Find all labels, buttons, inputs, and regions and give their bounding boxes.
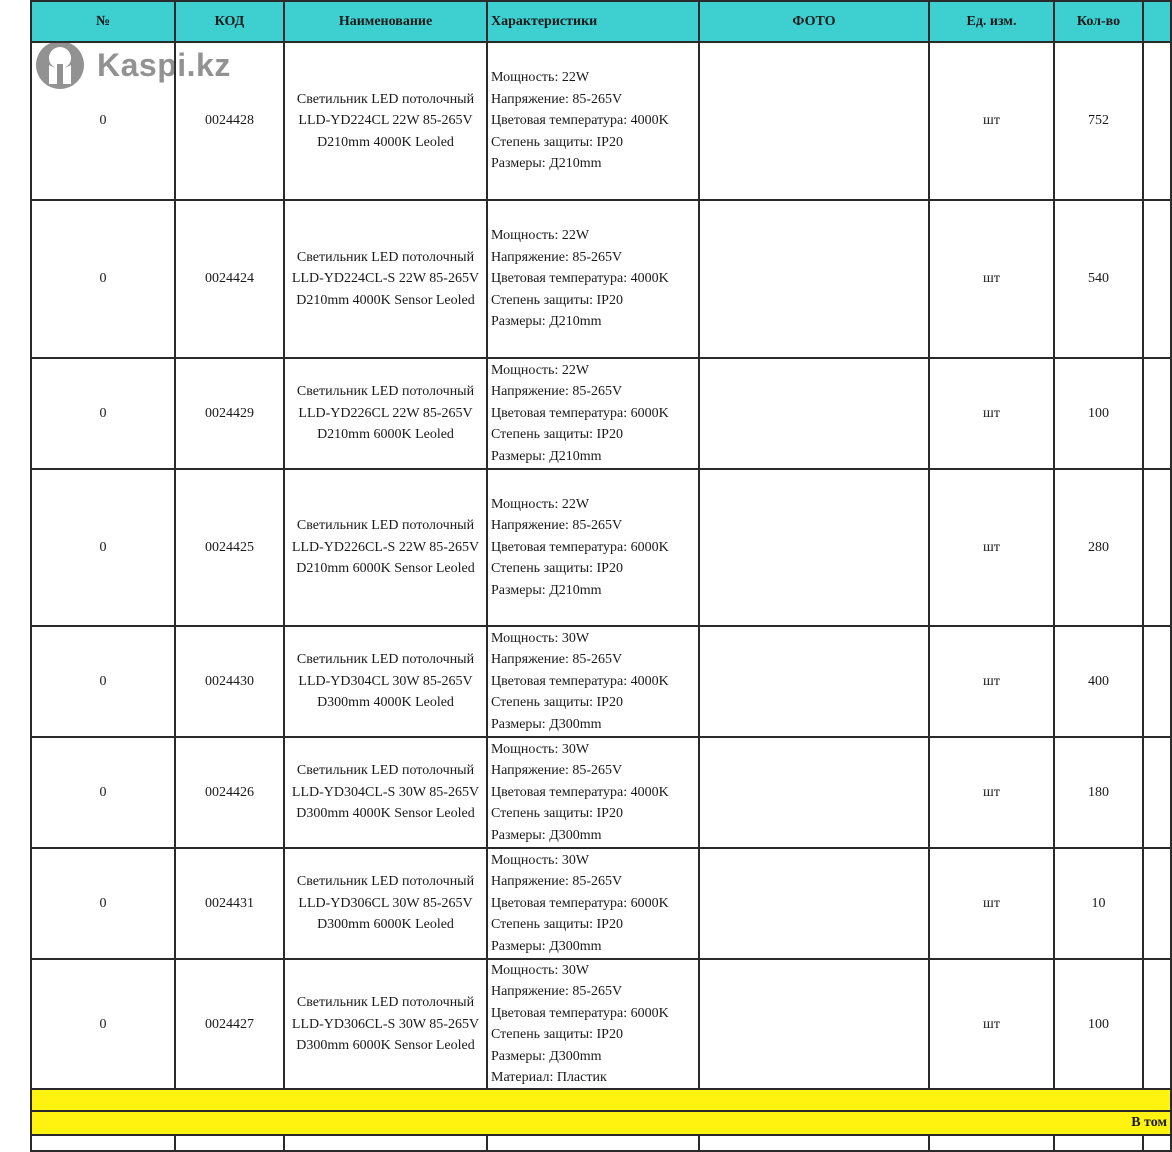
spec-line: Напряжение: 85-265V: [491, 384, 623, 400]
spec-line: Размеры: Д300mm: [491, 1048, 602, 1064]
row-number: 0: [31, 200, 175, 358]
spec-line: Цветовая температура: 4000K: [491, 113, 669, 129]
product-specs: [487, 42, 699, 200]
header-name: Наименование: [284, 1, 487, 42]
product-name: Светильник LED потолочный LLD-YD224CL 22W 85-265V D210mm 4000K Leoled: [284, 42, 487, 200]
row-number: 0: [31, 737, 175, 848]
product-photo: [699, 959, 929, 1089]
spec-line: Степень защиты: IP20: [491, 806, 623, 822]
spec-line: Степень защиты: IP20: [491, 695, 623, 711]
table-row: [31, 959, 1171, 1089]
row-number: 0: [31, 42, 175, 200]
spec-line: Степень защиты: IP20: [491, 561, 623, 577]
product-code: 0024430: [175, 626, 284, 737]
extra-column: [1143, 626, 1171, 737]
table-row: [31, 200, 1171, 358]
spec-line: Мощность: 30W: [491, 852, 590, 868]
empty-row: [31, 1135, 1171, 1151]
quantity: 280: [1054, 469, 1143, 626]
spec-line: Степень защиты: IP20: [491, 134, 623, 150]
table-row: [31, 737, 1171, 848]
subtotal-row: [31, 1111, 1171, 1134]
extra-column: [1143, 959, 1171, 1089]
extra-column: [1143, 358, 1171, 469]
extra-column: [1143, 200, 1171, 358]
row-number: 0: [31, 848, 175, 959]
spec-line: Размеры: Д210mm: [491, 448, 602, 464]
product-code: 0024426: [175, 737, 284, 848]
spec-line: Напряжение: 85-265V: [491, 91, 623, 107]
header-row: [31, 1, 1171, 42]
empty-cell: [699, 1135, 929, 1151]
extra-column: [1143, 469, 1171, 626]
product-specs: [487, 959, 699, 1089]
extra-column: [1143, 42, 1171, 200]
table-row: [31, 626, 1171, 737]
product-specs: [487, 200, 699, 358]
header-specs: Характеристики: [487, 1, 699, 42]
spec-line: Материал: Пластик: [491, 1070, 607, 1086]
spec-line: Степень защиты: IP20: [491, 292, 623, 308]
product-specs: [487, 848, 699, 959]
unit-of-measure: шт: [929, 626, 1054, 737]
row-number: 0: [31, 959, 175, 1089]
table-row: [31, 358, 1171, 469]
empty-cell: [929, 1135, 1054, 1151]
spec-line: Степень защиты: IP20: [491, 427, 623, 443]
header-num: №: [31, 1, 175, 42]
row-number: 0: [31, 469, 175, 626]
header-code: КОД: [175, 1, 284, 42]
product-photo: [699, 200, 929, 358]
quantity: 400: [1054, 626, 1143, 737]
row-number: 0: [31, 358, 175, 469]
product-code: 0024425: [175, 469, 284, 626]
quantity: 540: [1054, 200, 1143, 358]
empty-cell: [1143, 1135, 1171, 1151]
spec-line: Цветовая температура: 6000K: [491, 539, 669, 555]
watermark-text: Kaspi.kz: [97, 46, 231, 83]
quantity: 180: [1054, 737, 1143, 848]
quantity: 10: [1054, 848, 1143, 959]
subtotal-label: В том: [31, 1111, 1171, 1134]
unit-of-measure: шт: [929, 469, 1054, 626]
spec-line: Размеры: Д300mm: [491, 827, 602, 843]
product-name: Светильник LED потолочный LLD-YD226CL-S 22W 85-265V D210mm 6000K Sensor Leoled: [284, 469, 487, 626]
spec-line: Мощность: 30W: [491, 741, 590, 757]
product-photo: [699, 469, 929, 626]
product-name: Светильник LED потолочный LLD-YD304CL-S 30W 85-265V D300mm 4000K Sensor Leoled: [284, 737, 487, 848]
product-code: 0024424: [175, 200, 284, 358]
extra-column: [1143, 848, 1171, 959]
spec-line: Цветовая температура: 6000K: [491, 405, 669, 421]
extra-column: [1143, 737, 1171, 848]
spec-line: Размеры: Д210mm: [491, 156, 602, 172]
table-row: [31, 848, 1171, 959]
product-photo: [699, 848, 929, 959]
total-row: [31, 1089, 1171, 1111]
product-photo: [699, 737, 929, 848]
spec-line: Размеры: Д300mm: [491, 938, 602, 954]
product-name: Светильник LED потолочный LLD-YD304CL 30W 85-265V D300mm 4000K Leoled: [284, 626, 487, 737]
unit-of-measure: шт: [929, 358, 1054, 469]
spec-line: Цветовая температура: 6000K: [491, 895, 669, 911]
empty-cell: [487, 1135, 699, 1151]
unit-of-measure: шт: [929, 959, 1054, 1089]
unit-of-measure: шт: [929, 737, 1054, 848]
product-name: Светильник LED потолочный LLD-YD306CL-S 30W 85-265V D300mm 6000K Sensor Leoled: [284, 959, 487, 1089]
empty-cell: [31, 1135, 175, 1151]
empty-cell: [284, 1135, 487, 1151]
product-photo: [699, 626, 929, 737]
unit-of-measure: шт: [929, 42, 1054, 200]
spec-line: Мощность: 22W: [491, 228, 590, 244]
table-row: [31, 469, 1171, 626]
spec-line: Цветовая температура: 4000K: [491, 673, 669, 689]
header-qty: Кол-во: [1054, 1, 1143, 42]
product-specs: [487, 469, 699, 626]
header-extra: [1143, 1, 1171, 42]
table-row: [31, 42, 1171, 200]
product-specs: [487, 358, 699, 469]
spec-line: Напряжение: 85-265V: [491, 874, 623, 890]
spec-line: Напряжение: 85-265V: [491, 984, 623, 1000]
product-code: 0024429: [175, 358, 284, 469]
spec-line: Размеры: Д210mm: [491, 582, 602, 598]
empty-cell: [1054, 1135, 1143, 1151]
product-specs: [487, 737, 699, 848]
spec-line: Напряжение: 85-265V: [491, 249, 623, 265]
spec-line: Цветовая температура: 4000K: [491, 784, 669, 800]
spec-line: Мощность: 22W: [491, 362, 590, 378]
quantity: 100: [1054, 358, 1143, 469]
spec-line: Мощность: 22W: [491, 496, 590, 512]
product-code: 0024431: [175, 848, 284, 959]
spec-line: Напряжение: 85-265V: [491, 763, 623, 779]
header-photo: ФОТО: [699, 1, 929, 42]
unit-of-measure: шт: [929, 848, 1054, 959]
spec-line: Цветовая температура: 6000K: [491, 1005, 669, 1021]
spec-line: Напряжение: 85-265V: [491, 518, 623, 534]
product-name: Светильник LED потолочный LLD-YD306CL 30W 85-265V D300mm 6000K Leoled: [284, 848, 487, 959]
spec-line: Мощность: 30W: [491, 963, 590, 978]
product-photo: [699, 358, 929, 469]
empty-cell: [175, 1135, 284, 1151]
product-code: 0024427: [175, 959, 284, 1089]
spec-line: Мощность: 22W: [491, 70, 590, 86]
unit-of-measure: шт: [929, 200, 1054, 358]
spec-line: Мощность: 30W: [491, 630, 590, 646]
price-table: [30, 0, 1172, 1152]
spec-line: Размеры: Д210mm: [491, 314, 602, 330]
row-number: 0: [31, 626, 175, 737]
quantity: 752: [1054, 42, 1143, 200]
header-unit: Ед. изм.: [929, 1, 1054, 42]
spec-line: Размеры: Д300mm: [491, 716, 602, 732]
product-photo: [699, 42, 929, 200]
product-code: 0024428: [175, 42, 284, 200]
quantity: 100: [1054, 959, 1143, 1089]
spec-line: Напряжение: 85-265V: [491, 652, 623, 668]
product-name: Светильник LED потолочный LLD-YD224CL-S 22W 85-265V D210mm 4000K Sensor Leoled: [284, 200, 487, 358]
total-cell: [31, 1089, 1171, 1111]
spec-line: Цветовая температура: 4000K: [491, 271, 669, 287]
spec-line: Степень защиты: IP20: [491, 1027, 623, 1043]
product-specs: [487, 626, 699, 737]
product-name: Светильник LED потолочный LLD-YD226CL 22W 85-265V D210mm 6000K Leoled: [284, 358, 487, 469]
spec-line: Степень защиты: IP20: [491, 917, 623, 933]
